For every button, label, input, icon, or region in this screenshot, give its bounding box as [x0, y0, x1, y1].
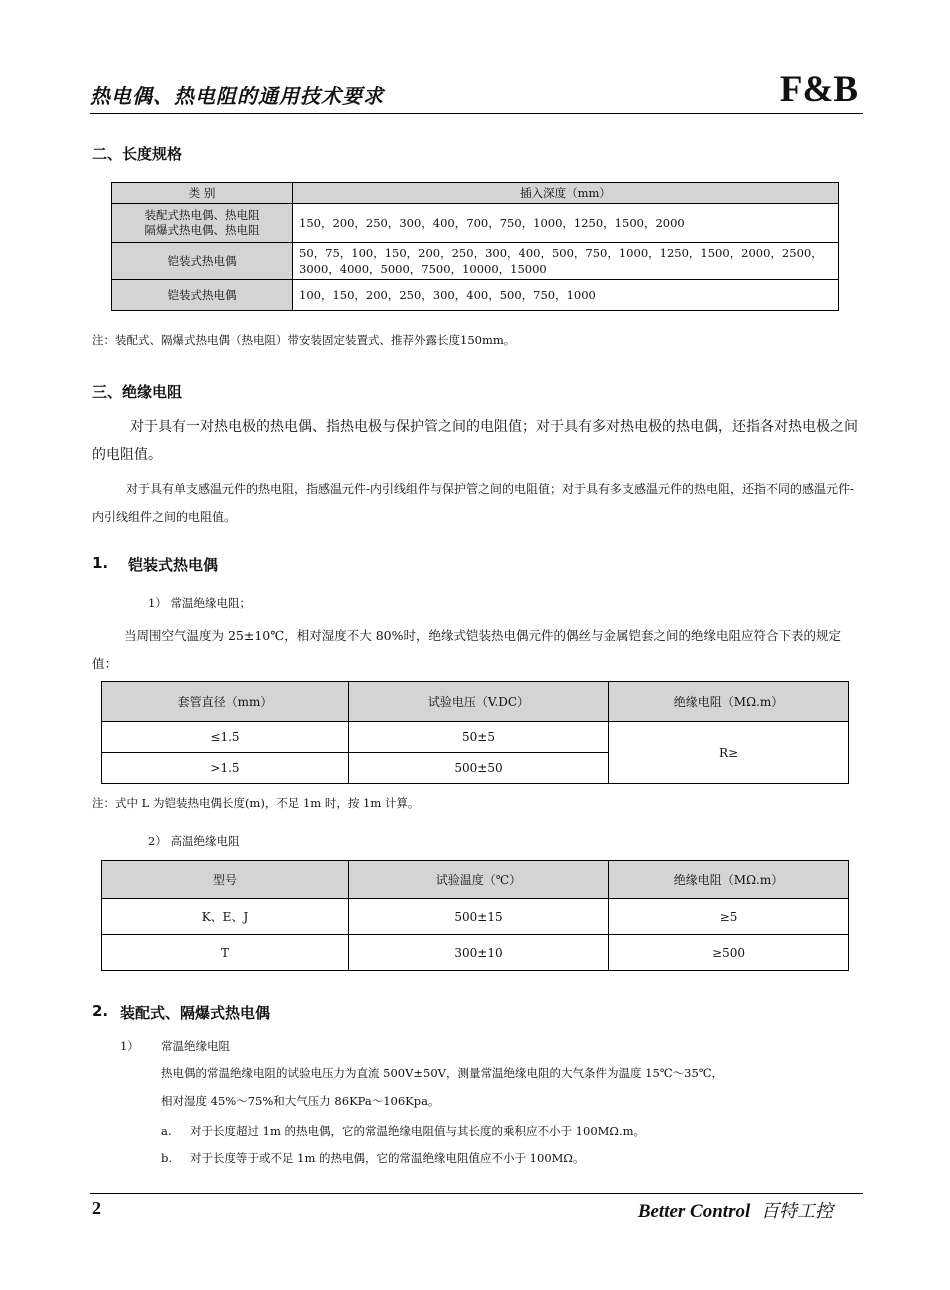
table-cell: 150，200，250，300，400，700，750，1000，1250，1500，2000 [293, 204, 839, 243]
paragraph: 当周围空气温度为 25±10℃，相对湿度不大 80%时，绝缘式铠装热电偶元件的偶丝与金属铠套之间的绝缘电阻应符合下表的规定值： [92, 628, 842, 671]
subheading-armored: 铠装式热电偶 [128, 556, 219, 574]
subheading-num: 1. [92, 554, 109, 572]
table-cell: 300±10 [349, 935, 609, 971]
list-item-b: 对于长度等于或不足 1m 的热电偶，它的常温绝缘电阻值应不小于 100MΩ。 [190, 1151, 585, 1165]
brand-logo: F&B [779, 69, 858, 110]
table-cell: >1.5 [102, 753, 349, 784]
header-divider [90, 113, 863, 114]
table-cell: 50±5 [349, 722, 609, 753]
table-header: 型号 [102, 861, 349, 899]
paragraph: 对于具有单支感温元件的热电阻，指感温元件-内引线组件与保护管之间的电阻值；对于具有多支感温元件的热电阻，还指不同的感温元件-内引线组件之间的电阻值。 [92, 482, 855, 524]
table-row [112, 243, 839, 280]
table-row [102, 722, 849, 753]
table-cell: K、E、J [102, 899, 349, 935]
table-cell: T [102, 935, 349, 971]
section-heading-length: 二、长度规格 [92, 145, 183, 163]
table-header: 绝缘电阻（MΩ.m） [609, 861, 849, 899]
list-item: 常温绝缘电阻 [161, 1039, 230, 1053]
section-heading-insulation: 三、绝缘电阻 [92, 383, 183, 401]
table-cell: 500±15 [349, 899, 609, 935]
list-label-b: b. [161, 1151, 173, 1165]
table-header: 套管直径（mm） [102, 682, 349, 722]
table-row [112, 280, 839, 311]
list-item: 1） 常温绝缘电阻； [148, 596, 251, 610]
paragraph: 对于具有一对热电极的热电偶、指热电极与保护管之间的电阻值；对于具有多对热电极的热电偶，还指各对热电极之间的电阻值。 [92, 419, 858, 463]
table-row [102, 935, 849, 971]
table-cell: 500±50 [349, 753, 609, 784]
page-number: 2 [92, 1198, 101, 1218]
armored-note: 注：式中 L 为铠装热电偶长度(m)，不足 1m 时，按 1m 计算。 [92, 796, 420, 810]
table-header: 绝缘电阻（MΩ.m） [609, 682, 849, 722]
paragraph-line: 相对湿度 45%～75%和大气压力 86KPa～106Kpa。 [161, 1094, 440, 1108]
table-header: 类 别 [112, 183, 293, 204]
list-item-num: 1） [120, 1039, 139, 1053]
footer-brand [638, 1197, 833, 1223]
table-cell: 铠装式热电偶 [112, 243, 293, 280]
table-cell-merged: R≥ [609, 722, 849, 784]
list-item: 2） 高温绝缘电阻 [148, 834, 240, 848]
insulation-normal-table [101, 681, 849, 784]
table-cell: ≥500 [609, 935, 849, 971]
list-item-a: 对于长度超过 1m 的热电偶，它的常温绝缘电阻值与其长度的乘积应不小于 100MΩ.m。 [190, 1124, 646, 1138]
paragraph-line: 热电偶的常温绝缘电阻的试验电压力为直流 500V±50V，测量常温绝缘电阻的大气条件为温度 15℃～35℃， [161, 1066, 724, 1080]
list-label-a: a. [161, 1124, 172, 1138]
table-cell: ≥5 [609, 899, 849, 935]
table-header: 试验温度（℃） [349, 861, 609, 899]
table-row [102, 899, 849, 935]
table-cell: 50，75，100，150，200，250，300，400，500，750，1000，1250，1500，2000，2500，3000，4000，5000，7500，10000，15000 [293, 243, 839, 280]
table-header: 试验电压（V.DC） [349, 682, 609, 722]
length-note: 注：装配式、隔爆式热电偶（热电阻）带安装固定装置式、推荐外露长度150mm。 [92, 333, 516, 347]
table-cell: 装配式热电偶、热电阻 隔爆式热电偶、热电阻 [112, 204, 293, 243]
table-header: 插入深度（mm） [293, 183, 839, 204]
footer-brand-en: Better Control [637, 1201, 751, 1222]
subheading-num: 2. [92, 1002, 109, 1020]
insulation-high-temp-table [101, 860, 849, 971]
table-cell: 100，150，200，250，300，400，500，750，1000 [293, 280, 839, 311]
page-header-title: 热电偶、热电阻的通用技术要求 [90, 84, 384, 108]
footer-brand-cn: 百特工控 [761, 1201, 833, 1222]
table-row [112, 204, 839, 243]
table-cell: ≤1.5 [102, 722, 349, 753]
length-spec-table [111, 182, 839, 311]
table-cell: 铠装式热电偶 [112, 280, 293, 311]
subheading-assembled: 装配式、隔爆式热电偶 [120, 1004, 271, 1022]
footer-divider [90, 1193, 863, 1194]
